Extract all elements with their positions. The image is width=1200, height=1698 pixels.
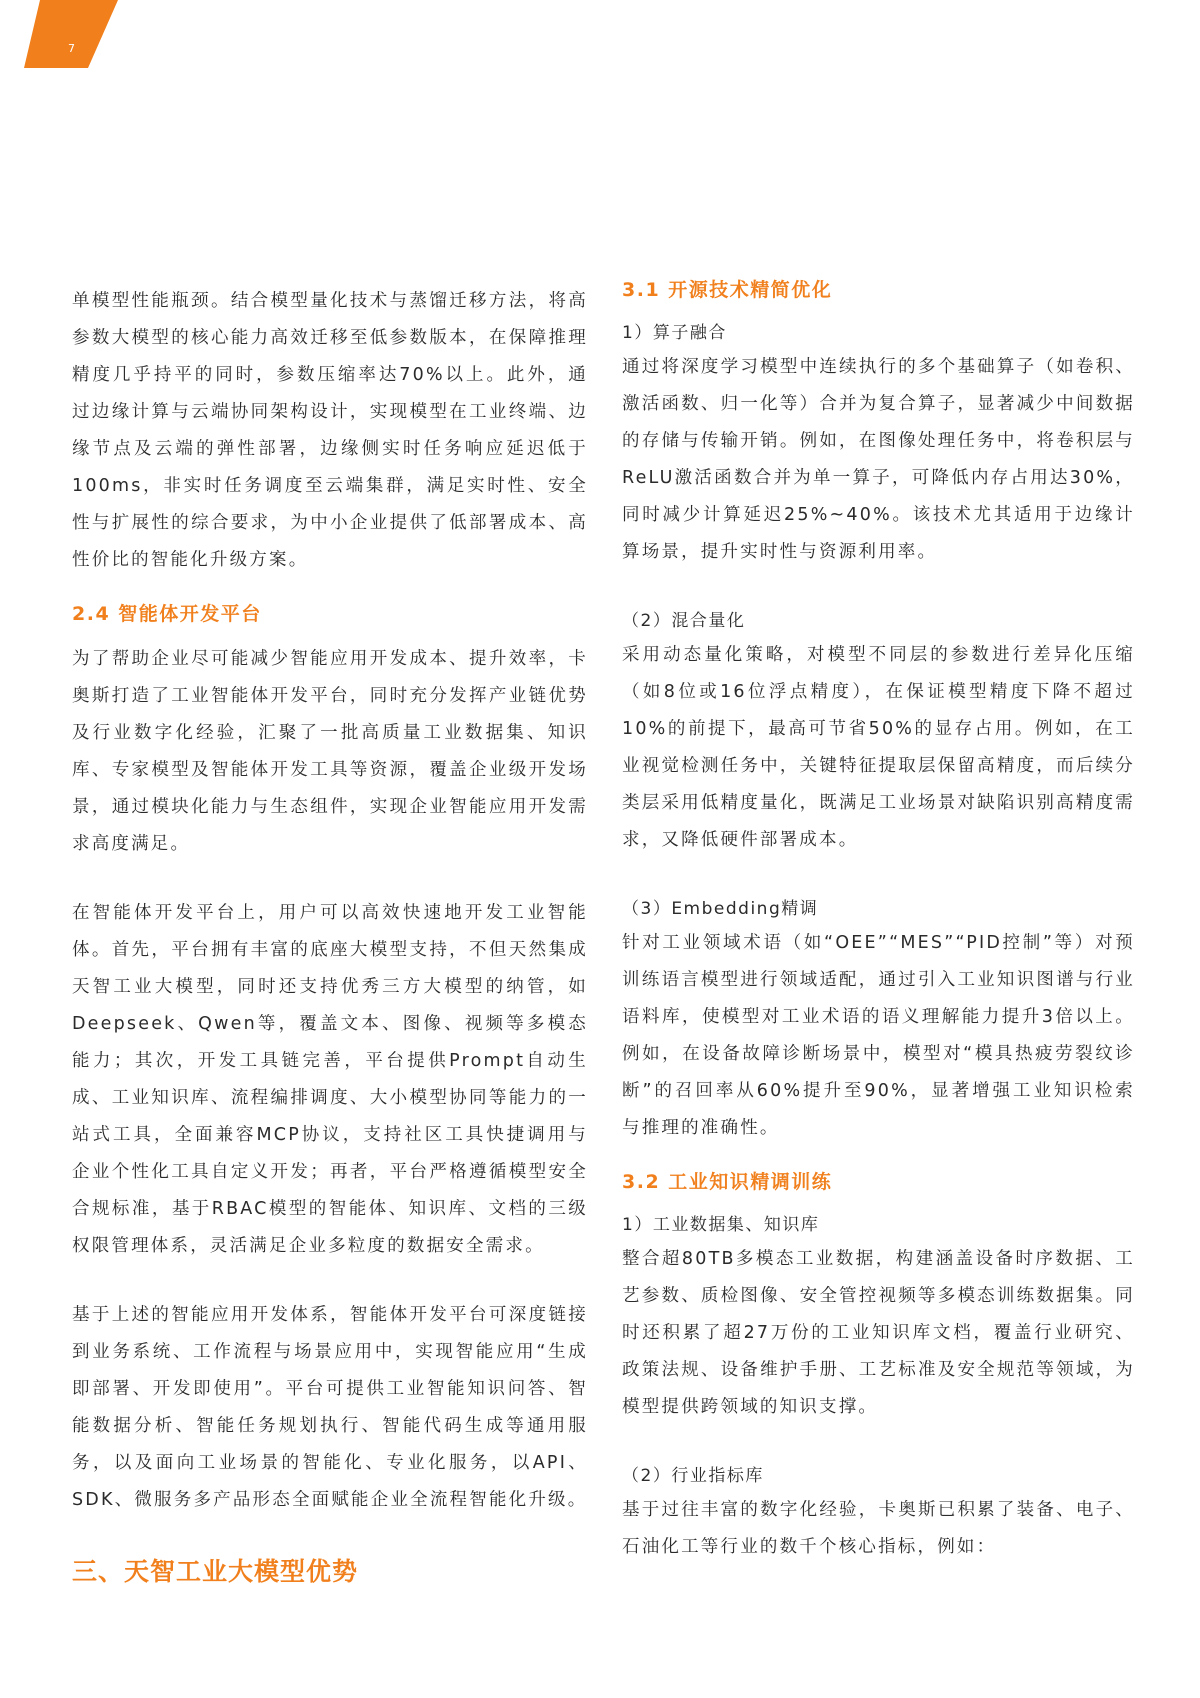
section-2-4-paragraph-3: 基于上述的智能应用开发体系，智能体开发平台可深度链接到业务系统、工作流程与场景应用中，实现智能应用“生成即部署、开发即使用”。平台可提供工业智能知识问答、智能数据分析、智能任务规划执行、智能代码生成等通用服务，以及面向工业场景的智能化、专业化服务，以API、SDK、微服务多产品形态全面赋能企业全流程智能化升级。 xyxy=(72,1305,588,1510)
subsection-operator-fusion-title: 1）算子融合 xyxy=(622,323,727,343)
section-2-4-paragraph-2: 在智能体开发平台上，用户可以高效快速地开发工业智能体。首先，平台拥有丰富的底座大模型支持，不但天然集成天智工业大模型，同时还支持优秀三方大模型的纳管，如Deepseek、Qwen等，覆盖文本、图像、视频等多模态能力；其次，开发工具链完善，平台提供Prompt自动生成、工业知识库、流程编排调度、大小模型协同等能力的一站式工具，全面兼容MCP协议，支持社区工具快捷调用与企业个性化工具自定义开发；再者，平台严格遵循模型安全合规标准，基于RBAC模型的智能体、知识库、文档的三级权限管理体系，灵活满足企业多粒度的数据安全需求。 xyxy=(72,903,588,1256)
subsection-indicator-library-title: （2）行业指标库 xyxy=(622,1466,764,1486)
subsection-operator-fusion-paragraph: 通过将深度学习模型中连续执行的多个基础算子（如卷积、激活函数、归一化等）合并为复合算子，显著减少中间数据的存储与传输开销。例如，在图像处理任务中，将卷积层与ReLU激活函数合并为单一算子，可降低内存占用达30%，同时减少计算延迟25%~40%。该技术尤其适用于边缘计算场景，提升实时性与资源利用率。 xyxy=(622,357,1135,562)
page-number: 7 xyxy=(68,42,75,55)
page-tab-shape xyxy=(0,0,130,70)
section-2-4-paragraph-1: 为了帮助企业尽可能减少智能应用开发成本、提升效率，卡奥斯打造了工业智能体开发平台，同时充分发挥产业链优势及行业数字化经验，汇聚了一批高质量工业数据集、知识库、专家模型及智能体开发工具等资源，覆盖企业级开发场景，通过模块化能力与生态组件，实现企业智能应用开发需求高度满足。 xyxy=(72,649,588,854)
section-3-2-title: 3.2 工业知识精调训练 xyxy=(622,1171,833,1193)
section-3-1-title: 3.1 开源技术精简优化 xyxy=(622,279,833,301)
subsection-mixed-quantization-paragraph: 采用动态量化策略，对模型不同层的参数进行差异化压缩（如8位或16位浮点精度），在保证模型精度下降不超过10%的前提下，最高可节省50%的显存占用。例如，在工业视觉检测任务中，关键特征提取层保留高精度，而后续分类层采用低精度量化，既满足工业场景对缺陷识别高精度需求，又降低硬件部署成本。 xyxy=(622,645,1135,850)
subsection-embedding-title: （3）Embedding精调 xyxy=(622,899,819,919)
subsection-mixed-quantization-title: （2）混合量化 xyxy=(622,611,746,631)
page-tab-parallelogram xyxy=(24,0,118,68)
subsection-embedding-paragraph: 针对工业领域术语（如“OEE”“MES”“PID控制”等）对预训练语言模型进行领域适配，通过引入工业知识图谱与行业语料库，使模型对工业术语的语义理解能力提升3倍以上。例如，在设备故障诊断场景中，模型对“模具热疲劳裂纹诊断”的召回率从60%提升至90%，显著增强工业知识检索与推理的准确性。 xyxy=(622,933,1135,1138)
intro-paragraph: 单模型性能瓶颈。结合模型量化技术与蒸馏迁移方法，将高参数大模型的核心能力高效迁移至低参数版本，在保障推理精度几乎持平的同时，参数压缩率达70%以上。此外，通过边缘计算与云端协同架构设计，实现模型在工业终端、边缘节点及云端的弹性部署，边缘侧实时任务响应延迟低于100ms，非实时任务调度至云端集群，满足实时性、安全性与扩展性的综合要求，为中小企业提供了低部署成本、高性价比的智能化升级方案。 xyxy=(72,291,588,570)
right-column xyxy=(622,279,1135,1566)
subsection-datasets-title: 1）工业数据集、知识库 xyxy=(622,1215,820,1235)
subsection-datasets-paragraph: 整合超80TB多模态工业数据，构建涵盖设备时序数据、工艺参数、质检图像、安全管控视频等多模态训练数据集。同时还积累了超27万份的工业知识库文档，覆盖行业研究、政策法规、设备维护手册、工艺标准及安全规范等领域，为模型提供跨领域的知识支撑。 xyxy=(622,1249,1135,1417)
left-column xyxy=(72,283,588,1589)
page-corner-tab xyxy=(0,0,130,70)
subsection-indicator-library-paragraph: 基于过往丰富的数字化经验，卡奥斯已积累了装备、电子、石油化工等行业的数千个核心指标，例如： xyxy=(622,1500,1135,1557)
chapter-3-title: 三、天智工业大模型优势 xyxy=(72,1557,359,1586)
section-2-4-title: 2.4 智能体开发平台 xyxy=(72,603,262,625)
